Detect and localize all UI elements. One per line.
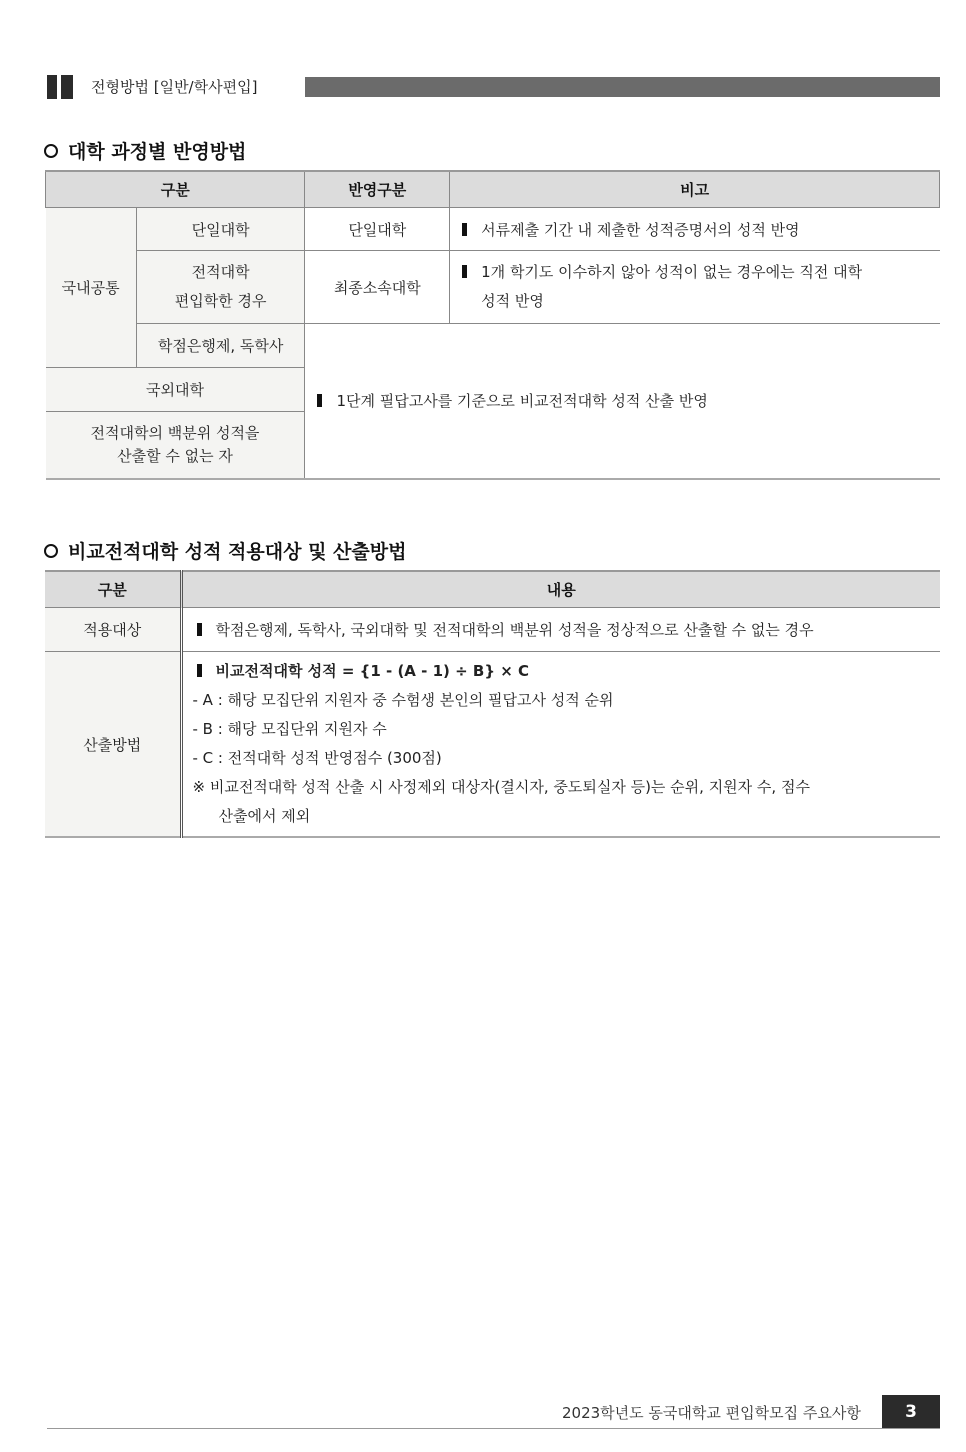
header-block-icon xyxy=(61,75,73,99)
no-score-line: 산출할 수 없는 자 xyxy=(117,446,233,465)
header-title: 전형방법 [일반/학사편입] xyxy=(91,78,258,96)
sub-category: 학점은행제, 독학사 xyxy=(136,324,305,368)
reflection-type: 최종소속대학 xyxy=(305,251,450,324)
sub-category-line: 편입학한 경우 xyxy=(174,292,267,310)
square-bullet-icon xyxy=(462,223,467,236)
column-header: 내용 xyxy=(181,571,940,608)
header-rule xyxy=(305,77,940,97)
circle-bullet-icon xyxy=(44,144,58,158)
column-header: 비고 xyxy=(450,171,940,208)
method-cell xyxy=(181,652,940,838)
section1-title-text: 대학 과정별 반영방법 xyxy=(68,141,247,163)
method-label: 산출방법 xyxy=(45,652,181,838)
section1-title xyxy=(44,137,246,164)
note-cell xyxy=(450,251,940,324)
sub-category: 단일대학 xyxy=(136,208,305,251)
note-text: 성적 반영 xyxy=(481,292,544,310)
formula-item: - B : 해당 모집단위 지원자 수 xyxy=(192,720,387,738)
foreign-university-label: 국외대학 xyxy=(46,368,305,412)
target-label: 적용대상 xyxy=(45,608,181,652)
footer-text: 2023학년도 동국대학교 편입학모집 주요사항 xyxy=(562,1404,861,1422)
square-bullet-icon xyxy=(462,265,467,278)
page-number: 3 xyxy=(882,1395,940,1429)
exclusion-note: 산출에서 제외 xyxy=(218,807,311,825)
square-bullet-icon xyxy=(317,394,322,407)
section2-title-text: 비교전적대학 성적 적용대상 및 산출방법 xyxy=(68,541,407,563)
group-label: 국내공통 xyxy=(46,208,137,368)
reflection-method-table xyxy=(45,170,940,480)
square-bullet-icon xyxy=(197,623,202,636)
column-header: 반영구분 xyxy=(305,171,450,208)
section-header-bar xyxy=(47,75,940,99)
column-header: 구분 xyxy=(46,171,305,208)
merged-note-cell xyxy=(305,324,940,479)
header-block-icon xyxy=(47,75,57,99)
target-text: 학점은행제, 독학사, 국외대학 및 전적대학의 백분위 성적을 정상적으로 산출할 수 없는 경우 xyxy=(215,621,814,639)
sub-category xyxy=(136,251,305,324)
section2-title xyxy=(44,537,406,564)
comparison-score-table xyxy=(45,570,940,838)
no-score-line: 전적대학의 백분위 성적을 xyxy=(90,423,260,442)
note-text: 1개 학기도 이수하지 않아 성적이 없는 경우에는 직전 대학 xyxy=(481,263,863,281)
square-bullet-icon xyxy=(197,664,202,677)
circle-bullet-icon xyxy=(44,544,58,558)
formula-text: 비교전적대학 성적 = {1 - (A - 1) ÷ B} × C xyxy=(215,662,530,680)
note-text: 서류제출 기간 내 제출한 성적증명서의 성적 반영 xyxy=(481,220,800,239)
note-cell xyxy=(450,208,940,251)
exclusion-note: ※ 비교전적대학 성적 산출 시 사정제외 대상자(결시자, 중도퇴실자 등)는 순위, 지원자 수, 점수 xyxy=(192,778,810,796)
footer-rule xyxy=(47,1428,940,1429)
no-score-label xyxy=(46,412,305,479)
formula-item: - A : 해당 모집단위 지원자 중 수험생 본인의 필답고사 성적 순위 xyxy=(192,691,614,709)
column-header: 구분 xyxy=(45,571,181,608)
sub-category-line: 전적대학 xyxy=(191,263,250,281)
merged-note-text: 1단계 필답고사를 기준으로 비교전적대학 성적 산출 반영 xyxy=(336,392,708,411)
reflection-type: 단일대학 xyxy=(305,208,450,251)
target-cell xyxy=(181,608,940,652)
formula-item: - C : 전적대학 성적 반영점수 (300점) xyxy=(192,749,442,767)
